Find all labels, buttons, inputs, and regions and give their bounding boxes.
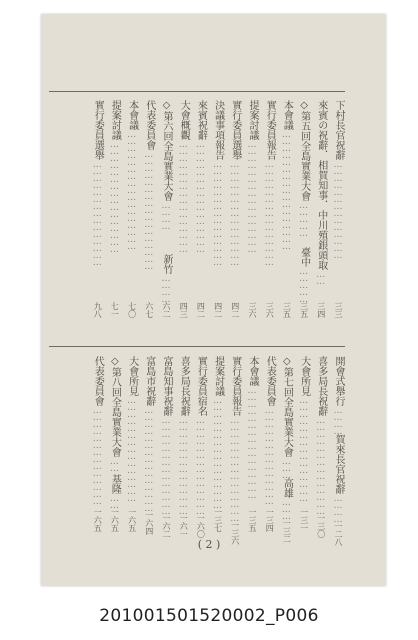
toc-leader-dots: ………………………………………… [195, 140, 206, 252]
top-rule [49, 91, 345, 92]
toc-entry [108, 100, 119, 318]
toc-entry [229, 100, 240, 318]
toc-leader-dots: …………………………………… [178, 416, 189, 514]
toc-leader-dots: ……… [281, 457, 292, 478]
toc-entry-title: 實行委員報告 [229, 356, 241, 416]
toc-entry [108, 356, 119, 532]
toc-leader-dots: ……………………………………… [229, 160, 240, 265]
toc-leader-dots: …………………………………… [92, 406, 103, 504]
toc-entry-title: 決議事項報告 [212, 100, 224, 160]
toc-leader-dots: ……………………………………… [229, 416, 240, 521]
toc-entry-title: 來賓祝辭 [195, 100, 207, 140]
toc-entry-title: 來賓の祝辭．相賀知事．中川殖銀頭取 [315, 100, 327, 270]
toc-entry-title: 提案討議 [247, 100, 258, 140]
toc-leader-dots: ……………………………………… [126, 396, 137, 501]
toc-entry [263, 356, 274, 532]
toc-leader-dots: …………………………………… [264, 406, 275, 504]
toc-entry [332, 100, 343, 318]
toc-page-number: 七〇 [127, 302, 137, 318]
toc-page-number: 一二八 [334, 522, 343, 546]
toc-entry [160, 356, 172, 538]
toc-page-number: 一六四 [144, 511, 154, 535]
toc-entry-location: 臺中 [298, 247, 310, 267]
middle-rule [49, 346, 345, 347]
toc-entry [177, 100, 188, 318]
toc-leader-dots: …………………………………… [315, 416, 326, 514]
toc-entry-title: 實行委員選舉 [92, 100, 104, 160]
toc-page-number: 三六 [248, 302, 257, 318]
toc-entry-title: 提案討議 [109, 100, 121, 140]
toc-leader-dots: ……… [281, 498, 292, 519]
toc-leader-dots: ……………………………………… [298, 396, 309, 501]
toc-entry-title: 代表委員會 [92, 356, 104, 406]
toc-page-number: 四二 [213, 302, 223, 318]
toc-entry-title: 代表委員會 [264, 356, 276, 406]
toc-leader-dots: ………… [333, 406, 343, 434]
toc-entry-title: ◇第五回全島實業大會 [298, 100, 310, 201]
toc-leader-dots: ………………………………………… [247, 386, 257, 498]
toc-page-number: 一三六 [230, 521, 240, 545]
toc-page-number: 七一 [110, 302, 120, 318]
toc-entry [246, 100, 257, 318]
toc-entry [91, 100, 102, 318]
toc-leader-dots: ……………………………………… [143, 406, 154, 511]
toc-entry [194, 356, 207, 538]
toc-page-number: 一六五 [110, 508, 120, 532]
toc-entry [194, 100, 205, 318]
toc-entry-title: 大會所見 [126, 356, 138, 396]
toc-page-number: 一六五 [127, 508, 137, 532]
toc-entry-title: 喜多局長祝辭 [178, 356, 190, 416]
toc-entry [160, 100, 171, 318]
toc-entry-title: ◇第八回全島實業大會 [109, 356, 121, 457]
toc-entry [280, 356, 293, 543]
toc-entry-title: 富島市祝辭 [143, 356, 155, 406]
toc-leader-dots: ………… [333, 494, 343, 522]
toc-page-number: 一三四 [265, 508, 275, 532]
toc-page-number: 一六二 [162, 514, 171, 538]
toc-entry [143, 100, 154, 318]
toc-page-number: 三五 [299, 302, 309, 318]
toc-leader-dots: …………… [298, 201, 309, 236]
toc-entry-title: 大會概觀 [178, 100, 190, 140]
toc-page-number: 一三五 [248, 508, 257, 532]
toc-leader-dots: …………………………………… [333, 160, 343, 258]
toc-entry [298, 100, 309, 318]
toc-entry-title: 提案討議 [212, 356, 224, 396]
toc-entry-title: 富島知事祝辭 [161, 356, 172, 416]
toc-leader-dots: ………… [161, 201, 171, 229]
toc-entry [212, 100, 223, 318]
toc-leader-dots: …………………………………………… [126, 130, 137, 249]
toc-entry-title: ◇第六回全島實業大會 [161, 100, 172, 201]
toc-entry-title: 實行委員選舉 [229, 100, 241, 160]
toc-page-number: 四三 [179, 302, 189, 318]
toc-page-number: 四二 [230, 302, 240, 318]
toc-entry [315, 100, 326, 318]
toc-leader-dots: …… [109, 457, 120, 471]
page-number: ( 2 ) [197, 538, 221, 551]
toc-leader-dots: ………………………………………… [247, 140, 257, 252]
toc-page-number: 三四 [316, 302, 326, 318]
toc-page-number: 一六一 [179, 514, 189, 538]
toc-page-number: 三六 [265, 302, 275, 318]
toc-leader-dots: ………………………………………… [212, 396, 223, 508]
toc-entry-title: ◇第七回全島實業大會 [281, 356, 293, 457]
toc-page-number: 三五 [282, 302, 292, 318]
toc-leader-dots: ………… [161, 274, 171, 302]
toc-leader-dots: …………………………………… [195, 416, 206, 514]
toc-entry [246, 356, 257, 532]
toc-leader-dots: …… [315, 270, 326, 284]
toc-leader-dots: …………………………………………… [281, 130, 292, 249]
toc-page-number: 九八 [93, 302, 103, 318]
toc-entry-location: 高雄 [281, 478, 293, 498]
toc-page-number: 一三一 [299, 508, 309, 532]
toc-entry-title: 本會議 [281, 100, 293, 130]
toc-entry-location: 新竹 [161, 254, 172, 274]
toc-leader-dots: ……………………………………… [212, 160, 223, 265]
toc-leader-dots: ………………………………………… [178, 140, 189, 252]
toc-page-number: 六七 [144, 302, 154, 318]
toc-entry-title: 本會議 [126, 100, 138, 130]
toc-entry [332, 356, 344, 546]
toc-entry [298, 356, 309, 532]
toc-entry [280, 100, 291, 318]
toc-page-number: 一六五 [93, 508, 103, 532]
toc-page-number: 一三二 [282, 519, 292, 543]
toc-leader-dots: ………………………………………… [109, 140, 120, 252]
toc-entry [263, 100, 274, 318]
toc-entry-location: 賀來長官祝辭 [333, 434, 344, 494]
toc-page-number: 一三〇 [316, 514, 326, 538]
toc-entry-title: 本會議 [247, 356, 258, 386]
toc-entry [126, 100, 137, 318]
toc-entry [126, 356, 137, 532]
toc-entry-title: 代表委員會 [143, 100, 155, 150]
toc-entry-title: 實行委員宿名 [195, 356, 207, 416]
toc-entry-title: 實行委員報告 [264, 100, 276, 160]
toc-leader-dots: ……………………………………… [264, 160, 275, 265]
toc-leader-dots: …………………………………… [161, 416, 171, 514]
toc-entry-title: 開會式舉行 [333, 356, 344, 406]
toc-entry [315, 356, 327, 538]
toc-entry [143, 356, 155, 535]
toc-entry-location: 基隆 [109, 474, 121, 494]
toc-leader-dots: …… [109, 494, 120, 508]
toc-entry-title: 下村長官祝辭 [333, 100, 344, 160]
toc-page-number: 六二 [162, 302, 171, 318]
toc-entry [177, 356, 190, 538]
toc-entry-title: 大會所見 [298, 356, 310, 396]
toc-leader-dots: …………… [298, 267, 309, 302]
toc-page-number: 一六〇 [196, 514, 206, 538]
toc-entry [91, 356, 102, 532]
toc-page-number: 四二 [196, 302, 206, 318]
image-caption: 201001501520002_P006 [99, 606, 319, 626]
toc-entry [229, 356, 241, 545]
toc-page-number: 三三 [334, 302, 343, 318]
toc-entry [212, 356, 223, 532]
toc-entry-title: 喜多局長祝辭 [315, 356, 327, 416]
toc-leader-dots: ……………………………………… [92, 160, 103, 265]
toc-page-number: 一三七 [213, 508, 223, 532]
toc-leader-dots: …………………………………………… [143, 150, 154, 269]
